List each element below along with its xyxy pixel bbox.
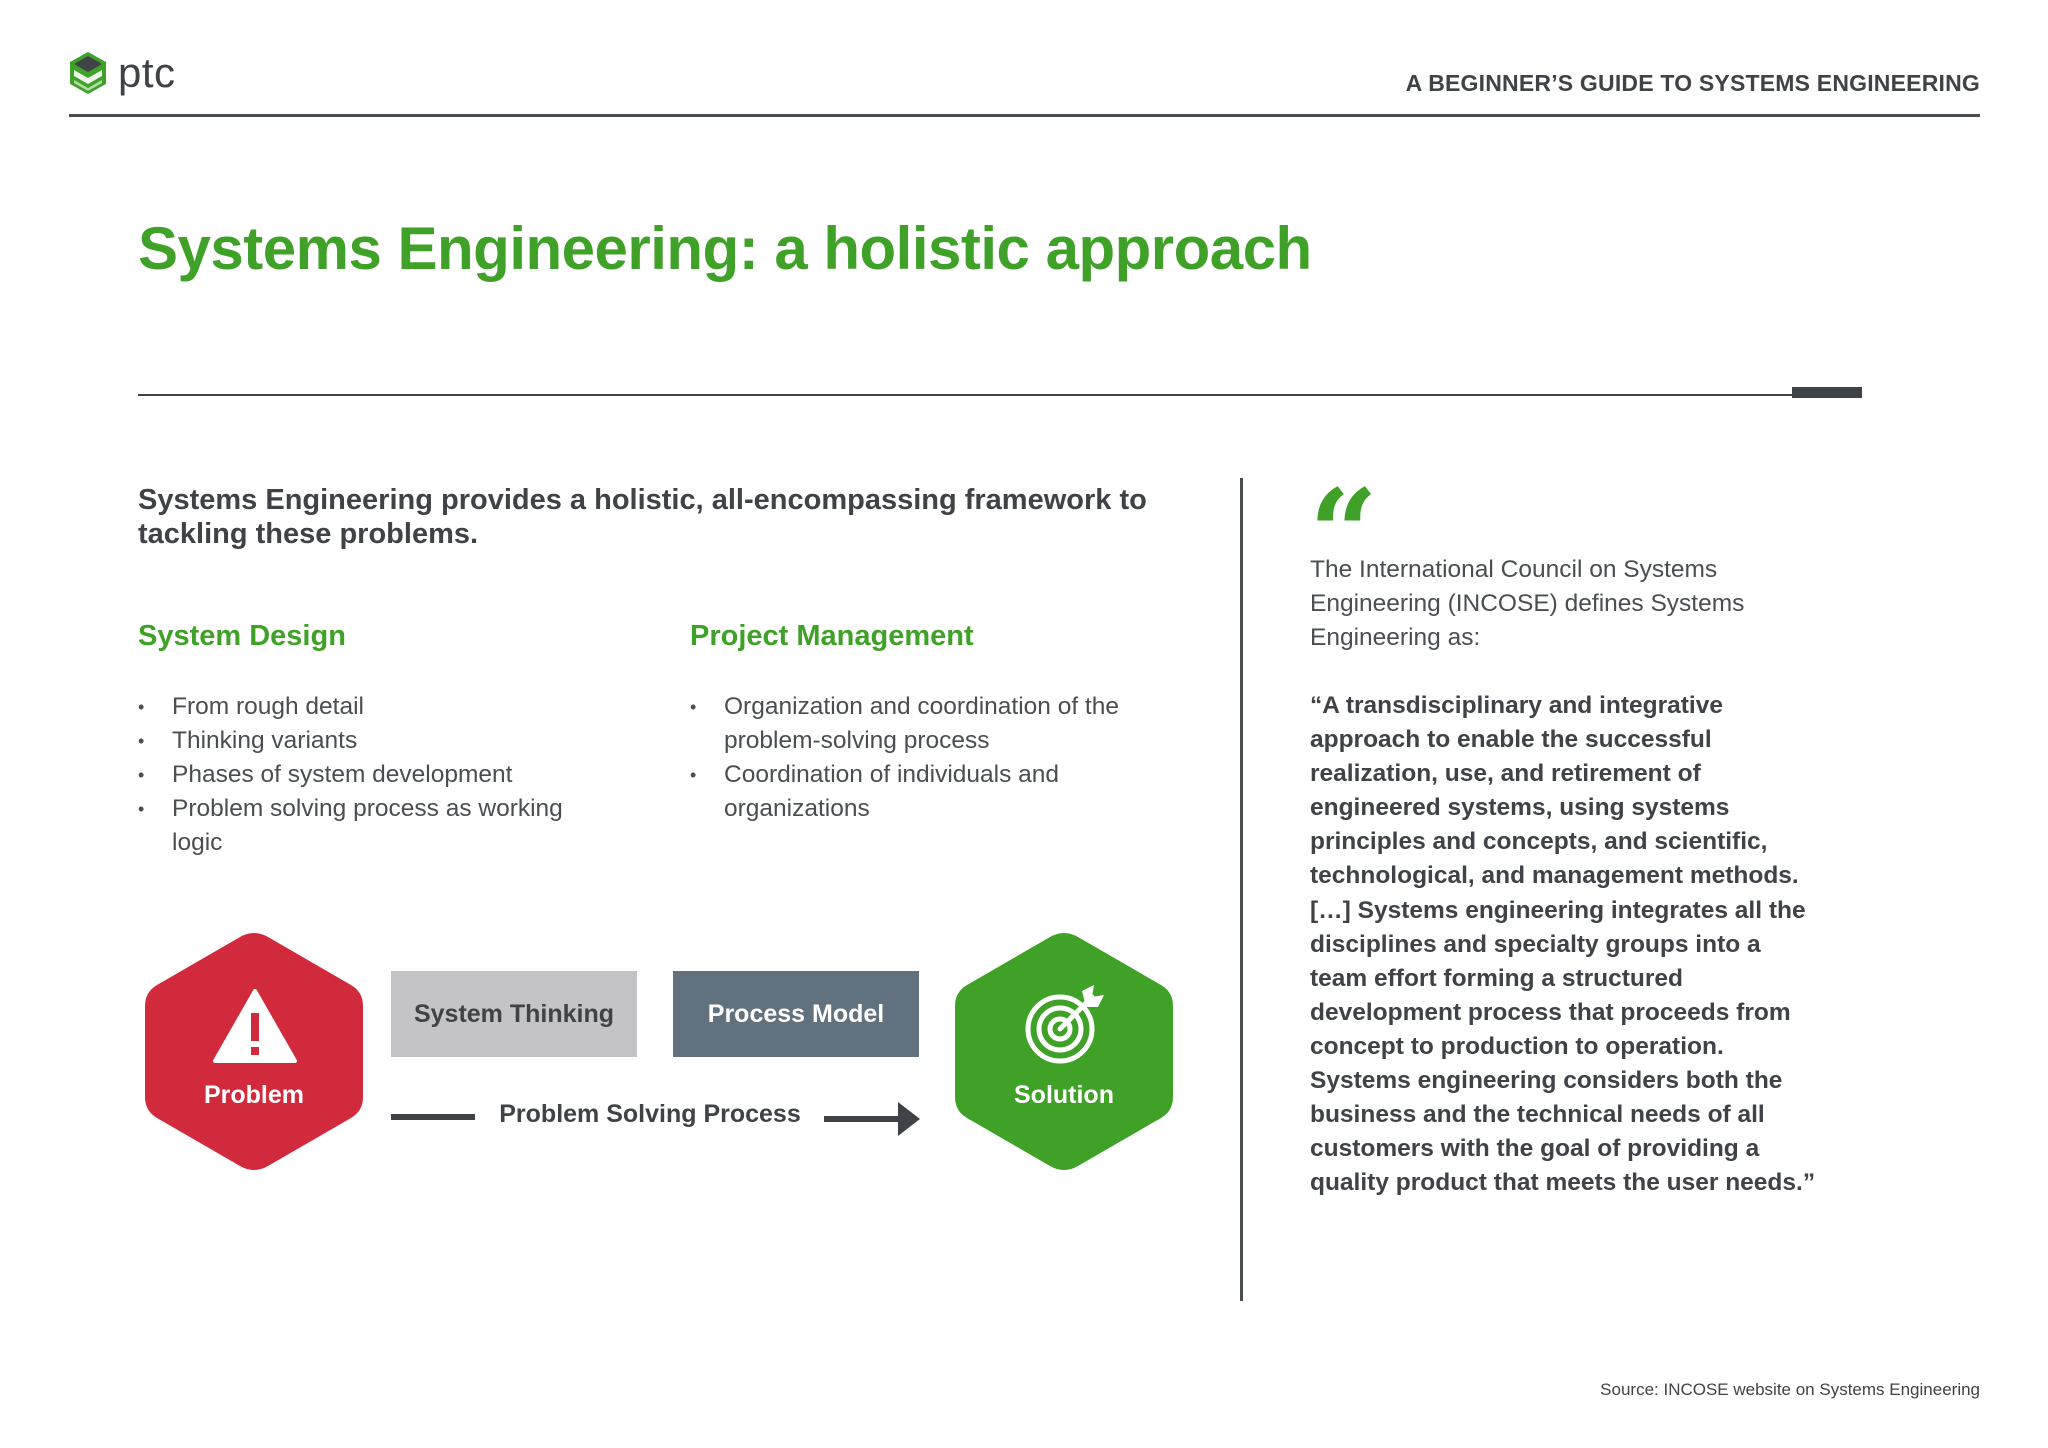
list-item: • Thinking variants bbox=[138, 724, 608, 758]
ptc-hexagon-logo-icon bbox=[68, 50, 108, 96]
title-divider bbox=[138, 394, 1792, 396]
header-divider bbox=[69, 114, 1980, 117]
list-item: • Problem solving process as working logic bbox=[138, 792, 608, 860]
page-title: Systems Engineering: a holistic approach bbox=[138, 215, 1312, 282]
ptc-logo bbox=[68, 50, 176, 96]
ptc-logo-text: ptc bbox=[118, 49, 176, 96]
system-design-heading: System Design bbox=[138, 620, 346, 652]
problem-label: Problem bbox=[203, 1081, 305, 1109]
problem-hexagon bbox=[145, 933, 363, 1170]
problem-solving-process-label: Problem Solving Process bbox=[499, 1100, 801, 1128]
list-item: • Coordination of individuals and organizations bbox=[690, 758, 1160, 826]
warning-triangle-icon bbox=[213, 989, 297, 1065]
list-item: • Phases of system development bbox=[138, 758, 608, 792]
column-divider bbox=[1240, 478, 1243, 1301]
system-thinking-box: System Thinking bbox=[391, 971, 637, 1057]
solution-hexagon bbox=[955, 933, 1173, 1170]
project-management-heading: Project Management bbox=[690, 620, 974, 652]
list-item: • From rough detail bbox=[138, 690, 608, 724]
incose-intro-text: The International Council on Systems Engineering (INCOSE) defines Systems Engineering as: bbox=[1310, 556, 1745, 651]
incose-definition-quote: “A transdisciplinary and integrative approach to enable the successful realization, use, and retirement of engineered systems, using systems principles and concepts, and scientific, technological, and management methods. […] Systems engineering integrates all the disciplines and specialty groups into a team effort forming a structured development process that proceeds from concept to production to operation. Systems engineering considers both the business and the technical needs of all customers with the goal of providing a quality product that meets the user needs.” bbox=[1310, 692, 1816, 1197]
list-item: • Organization and coordination of the problem-solving process bbox=[690, 690, 1160, 758]
system-design-list bbox=[138, 690, 608, 860]
arrow-right-icon bbox=[824, 1100, 922, 1138]
target-arrow-icon bbox=[1022, 983, 1106, 1067]
solution-label: Solution bbox=[1014, 1081, 1114, 1109]
title-divider-accent bbox=[1792, 387, 1862, 398]
process-model-box: Process Model bbox=[673, 971, 919, 1057]
document-title: A BEGINNER’S GUIDE TO SYSTEMS ENGINEERING bbox=[1405, 70, 1980, 96]
intro-paragraph: Systems Engineering provides a holistic, all-encompassing framework to tackling these problems. bbox=[138, 484, 1147, 550]
source-note: Source: INCOSE website on Systems Engineering bbox=[1600, 1380, 1980, 1399]
project-management-list bbox=[690, 690, 1160, 826]
open-quote-icon: “ bbox=[1309, 463, 1379, 604]
process-line bbox=[391, 1114, 475, 1120]
